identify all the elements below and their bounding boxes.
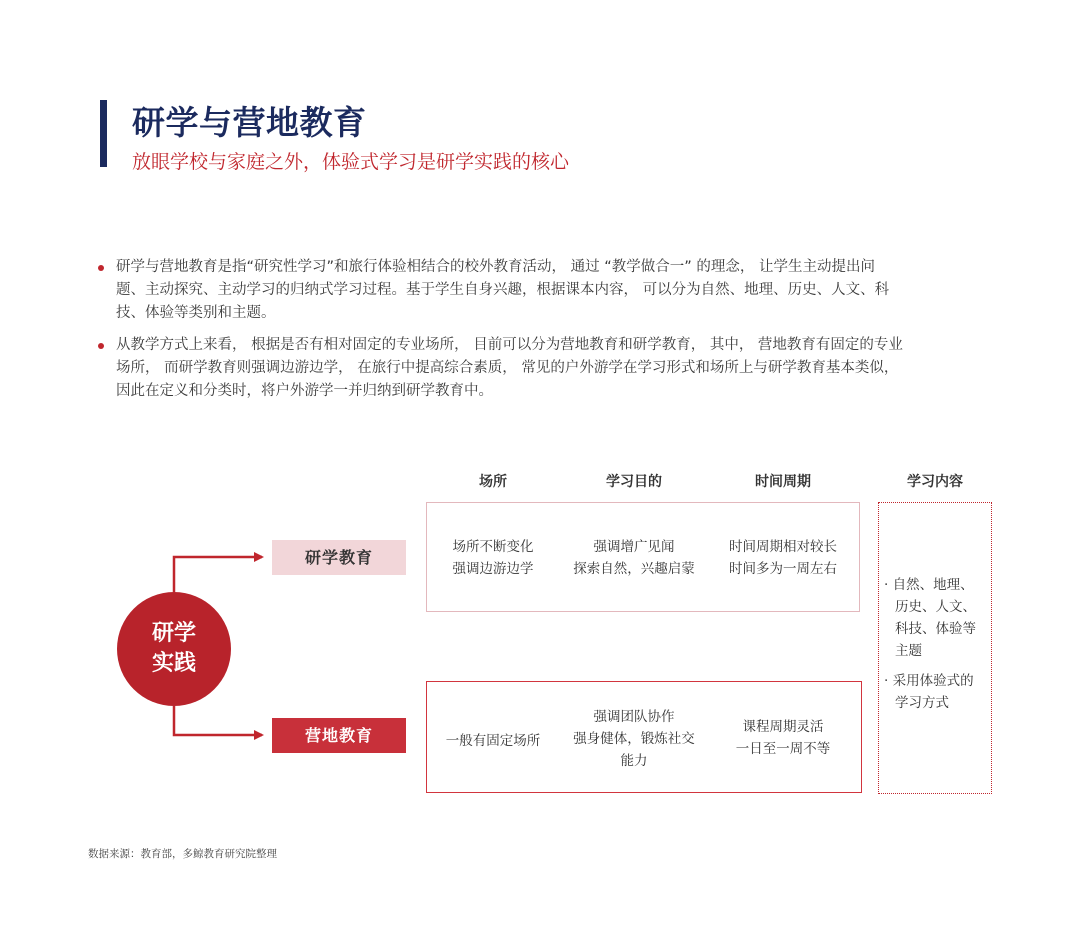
root-node-line: 研学	[151, 621, 196, 646]
column-header-period: 时间周期	[755, 474, 811, 490]
camp-purpose-cell: 强调团队协作 强身健体，锻炼社交 能力	[573, 709, 695, 769]
connector-to-bottom-label	[174, 706, 262, 735]
bullet-line: 从教学方式上来看， 根据是否有相对固定的专业场所， 目前可以分为营地教育和研学教育， 其中， 营地教育有固定的专业	[116, 337, 903, 353]
bullet-line: 技、体验等类别和主题。	[116, 305, 276, 321]
root-node-line: 实践	[151, 651, 196, 676]
data-source-note: 数据来源：教育部，多鲸教育研究院整理	[88, 848, 277, 860]
column-header-content: 学习内容	[907, 474, 963, 490]
bullet-line: 研学与营地教育是指“研究性学习”和旅行体验相结合的校外教育活动， 通过 “教学做合一” 的理念， 让学生主动提出问	[116, 259, 875, 275]
connector-to-top-label	[174, 557, 262, 592]
bullet-line: 因此在定义和分类时，将户外游学一并归纳到研学教育中。	[116, 383, 493, 399]
content-item-topics: · 自然、地理、 历史、人文、 科技、体验等 主题	[884, 577, 976, 659]
research-purpose-cell: 强调增广见闻 探索自然，兴趣启蒙	[573, 539, 695, 577]
research-venue-cell: 场所不断变化 强调边游边学	[452, 539, 534, 577]
research-education-label: 研学教育	[272, 540, 406, 575]
bullet-line: 题、主动探究、主动学习的归纳式学习过程。基于学生自身兴趣，根据课本内容， 可以分为自然、地理、历史、人文、科	[116, 282, 890, 298]
page-subtitle: 放眼学校与家庭之外，体验式学习是研学实践的核心	[132, 151, 570, 173]
column-header-venue: 场所	[479, 474, 507, 490]
camp-period-cell: 课程周期灵活 一日至一周不等	[735, 719, 831, 757]
content-item-method: · 采用体验式的 学习方式	[884, 673, 974, 711]
bullet-line: 场所， 而研学教育则强调边游边学， 在旅行中提高综合素质， 常见的户外游学在学习形式和场所上与研学教育基本类似，	[116, 360, 899, 376]
column-header-purpose: 学习目的	[606, 474, 662, 490]
page-title: 研学与营地教育	[132, 103, 367, 142]
research-period-cell: 时间周期相对较长 时间多为一周左右	[729, 539, 837, 577]
camp-venue-cell: 一般有固定场所	[445, 733, 541, 749]
camp-education-label: 营地教育	[272, 718, 406, 753]
root-node	[117, 592, 231, 706]
